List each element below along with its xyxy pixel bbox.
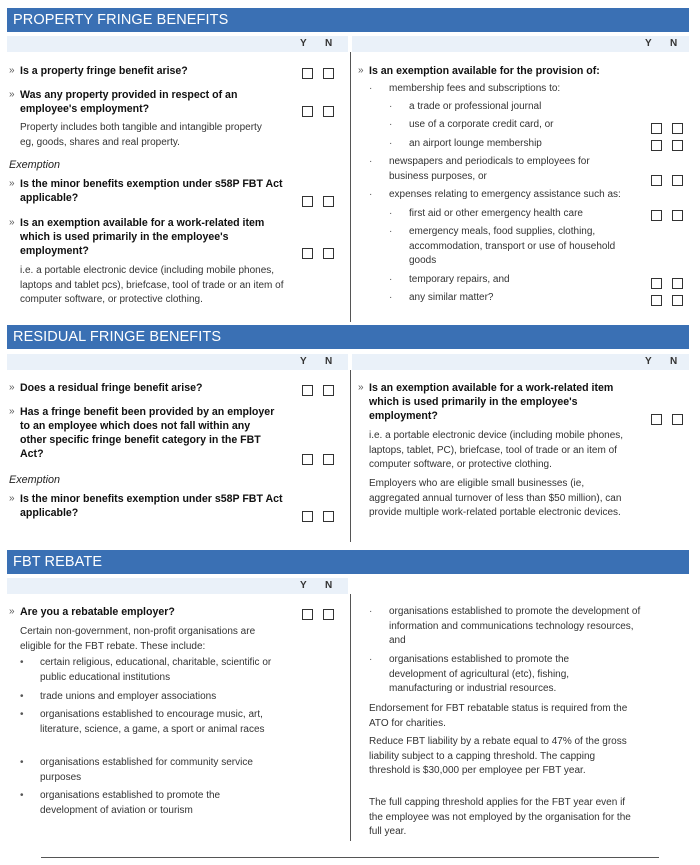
no-checkbox[interactable] — [323, 609, 334, 620]
yn-bar-right — [352, 36, 689, 52]
yes-label: Y — [300, 38, 307, 49]
list-item: • organisations established to encourage music, art, literature, science, a game, a sport or animal races — [20, 709, 265, 735]
column-divider — [350, 370, 351, 542]
capping-threshold-text: The full capping threshold applies for the FBT year even if the employee was not employed by the organisation for the full year. — [369, 797, 631, 837]
exemption-subheading: Exemption — [9, 159, 61, 171]
chevron-icon: » — [9, 493, 15, 504]
yn-bar-right — [352, 354, 689, 370]
no-checkbox[interactable] — [323, 68, 334, 79]
bullet-icon: • — [20, 757, 24, 768]
list-item: · any similar matter? — [389, 291, 639, 306]
rebate-amount-text: Reduce FBT liability by a rebate equal to 47% of the gross liability subject to a capping threshold. The capping threshold is $30,000 per employee per FBT year. — [369, 736, 627, 776]
chevron-icon: » — [9, 89, 15, 100]
yes-checkbox[interactable] — [651, 140, 662, 151]
bullet-icon: • — [20, 790, 24, 801]
no-checkbox[interactable] — [323, 248, 334, 259]
bullet-icon: • — [20, 691, 24, 702]
chevron-icon: » — [9, 217, 15, 228]
question-minor-benefits: » Is the minor benefits exemption under s58P FBT Act applicable? — [9, 493, 283, 519]
no-label: N — [325, 38, 333, 49]
chevron-icon: » — [9, 65, 15, 76]
column-divider — [350, 594, 351, 841]
question-work-related-item: » Is an exemption available for a work-related item which is used primarily in the employee's employment? — [358, 382, 614, 422]
list-item: • certain religious, educational, charitable, scientific or public educational institutions — [20, 657, 272, 683]
bullet-icon: · — [389, 138, 393, 149]
chevron-icon: » — [9, 406, 15, 417]
property-definition-text: Property includes both tangible and intangible property eg, goods, shares and real property. — [20, 122, 262, 148]
no-label: N — [670, 38, 678, 49]
yes-checkbox[interactable] — [302, 248, 313, 259]
bullet-icon: · — [389, 101, 393, 112]
list-item: · expenses relating to emergency assistance such as: — [369, 188, 644, 203]
question-residual-arise: » Does a residual fringe benefit arise? — [9, 382, 203, 394]
yes-checkbox[interactable] — [302, 385, 313, 396]
question-minor-benefits: » Is the minor benefits exemption under s58P FBT Act applicable? — [9, 178, 283, 204]
no-checkbox[interactable] — [672, 295, 683, 306]
no-label: N — [325, 580, 333, 591]
yes-checkbox[interactable] — [302, 511, 313, 522]
chevron-icon: » — [358, 65, 364, 76]
yn-bar-left — [7, 578, 348, 594]
list-item: · organisations established to promote the development of agricultural (etc), fishing, manufacturing or industrial resources. — [369, 654, 570, 694]
no-checkbox[interactable] — [323, 511, 334, 522]
no-checkbox[interactable] — [672, 278, 683, 289]
exemption-subheading: Exemption — [9, 474, 61, 486]
section-header-fbt-rebate: FBT REBATE — [7, 550, 689, 574]
no-checkbox[interactable] — [672, 140, 683, 151]
no-label: N — [325, 356, 333, 367]
question-work-related-item: » Is an exemption available for a work-related item which is used primarily in the employee's employment? — [9, 217, 265, 257]
bullet-icon: · — [369, 606, 373, 617]
bullet-icon: • — [20, 657, 24, 668]
small-business-text: Employers who are eligible small businesses (ie, aggregated annual turnover of less than $50 million), can provide multiple work-related portable electronic devices. — [369, 478, 622, 518]
column-divider — [350, 52, 351, 322]
bullet-icon: · — [369, 83, 373, 94]
yes-checkbox[interactable] — [302, 106, 313, 117]
bullet-icon: · — [369, 189, 373, 200]
no-checkbox[interactable] — [323, 454, 334, 465]
question-property-provided: » Was any property provided in respect of an employee's employment? — [9, 89, 238, 115]
no-checkbox[interactable] — [672, 175, 683, 186]
yes-checkbox[interactable] — [302, 196, 313, 207]
question-rebatable-employer: » Are you a rebatable employer? — [9, 606, 175, 618]
list-item: · first aid or other emergency health care — [389, 207, 639, 222]
no-checkbox[interactable] — [323, 385, 334, 396]
no-checkbox[interactable] — [672, 123, 683, 134]
bullet-icon: · — [369, 156, 373, 167]
no-checkbox[interactable] — [672, 210, 683, 221]
bullet-icon: · — [389, 292, 393, 303]
section-header-property: PROPERTY FRINGE BENEFITS — [7, 8, 689, 32]
yes-checkbox[interactable] — [651, 414, 662, 425]
list-item: · membership fees and subscriptions to: — [369, 82, 639, 97]
list-item: · organisations established to promote the development of information and communications technology resources, and — [369, 606, 641, 646]
bullet-icon: · — [389, 274, 393, 285]
yes-checkbox[interactable] — [302, 454, 313, 465]
portable-device-text: i.e. a portable electronic device (including mobile phones, laptops, tablet, PC), briefcase, tool of trade or an item of computer software, or protective clothing. — [369, 430, 624, 470]
yes-label: Y — [300, 356, 307, 367]
list-item: · an airport lounge membership — [389, 137, 639, 152]
yn-bar-left — [7, 354, 348, 370]
yes-checkbox[interactable] — [302, 68, 313, 79]
question-fringe-benefit-provided: » Has a fringe benefit been provided by an employer to an employee which does not fall within any other specific fringe benefit category in the FBT Act? — [9, 406, 275, 460]
no-checkbox[interactable] — [323, 106, 334, 117]
section-header-residual: RESIDUAL FRINGE BENEFITS — [7, 325, 689, 349]
yn-bar-left — [7, 36, 348, 52]
bullet-icon: • — [20, 709, 24, 720]
yes-label: Y — [645, 356, 652, 367]
list-item: · temporary repairs, and — [389, 273, 639, 288]
list-item: · use of a corporate credit card, or — [389, 118, 639, 133]
list-item: · a trade or professional journal — [389, 100, 639, 115]
list-item: • organisations established to promote the development of aviation or tourism — [20, 790, 221, 816]
yes-checkbox[interactable] — [651, 210, 662, 221]
yes-checkbox[interactable] — [651, 123, 662, 134]
endorsement-text: Endorsement for FBT rebatable status is required from the ATO for charities. — [369, 703, 628, 729]
list-item: · emergency meals, food supplies, clothing, accommodation, transport or use of household goods — [389, 226, 616, 266]
list-item: • trade unions and employer associations — [20, 690, 290, 705]
question-exemption-provision: » Is an exemption available for the provision of: — [358, 65, 600, 77]
chevron-icon: » — [9, 382, 15, 393]
bullet-icon: · — [369, 654, 373, 665]
no-checkbox[interactable] — [672, 414, 683, 425]
list-item: • organisations established for community service purposes — [20, 757, 253, 783]
bullet-icon: · — [389, 119, 393, 130]
yes-label: Y — [300, 580, 307, 591]
portable-device-text: i.e. a portable electronic device (including mobile phones, laptops and tablet pcs), briefcase, tool of trade or an item of computer software, or protective clothing. — [20, 265, 284, 305]
chevron-icon: » — [9, 606, 15, 617]
footer-divider — [41, 857, 659, 858]
chevron-icon: » — [358, 382, 364, 393]
yes-checkbox[interactable] — [302, 609, 313, 620]
yes-checkbox[interactable] — [651, 278, 662, 289]
yes-checkbox[interactable] — [651, 295, 662, 306]
list-item: · newspapers and periodicals to employees for business purposes, or — [369, 156, 590, 182]
bullet-icon: · — [389, 226, 393, 237]
chevron-icon: » — [9, 178, 15, 189]
yes-checkbox[interactable] — [651, 175, 662, 186]
yes-label: Y — [645, 38, 652, 49]
bullet-icon: · — [389, 208, 393, 219]
question-property-arise: » Is a property fringe benefit arise? — [9, 65, 188, 77]
no-checkbox[interactable] — [323, 196, 334, 207]
rebate-eligibility-text: Certain non-government, non-profit organisations are eligible for the FBT rebate. These include: — [20, 626, 256, 652]
no-label: N — [670, 356, 678, 367]
